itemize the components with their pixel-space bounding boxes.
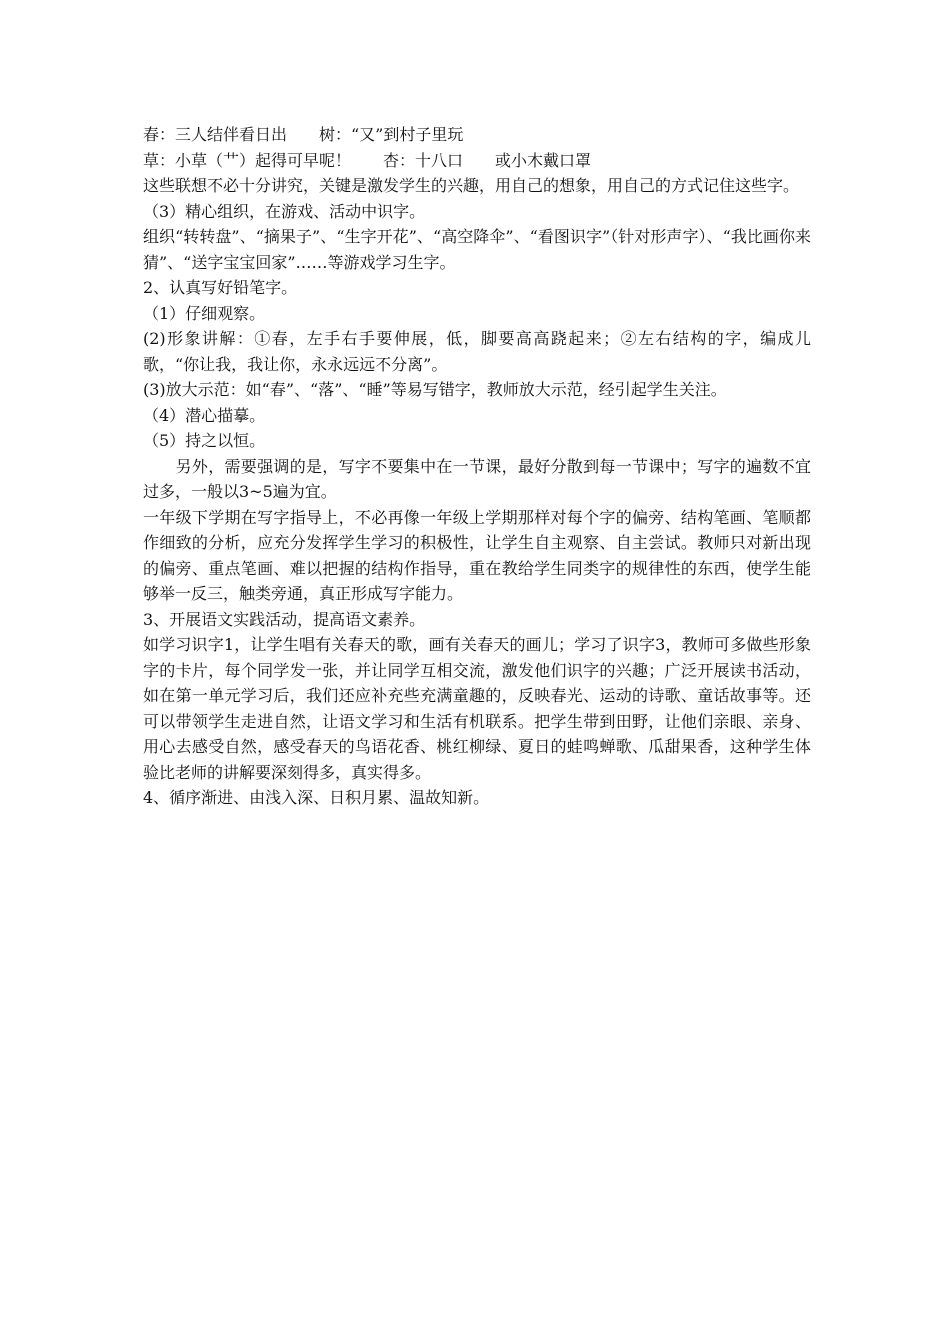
- paragraph-writing-note: 另外，需要强调的是，写字不要集中在一节课，最好分散到每一节课中；写字的遍数不宜过多，一般以3~5遍为宜。: [143, 456, 811, 501]
- paragraph-games-list: 组织“转转盘”、“摘果子”、“生字开花”、“高空降伞”、“看图识字”（针对形声字）、“我比画你来猜”、“送字宝宝回家”……等游戏学习生字。: [143, 227, 811, 272]
- heading-section-4: 4、循序渐进、由浅入深、日积月累、温故知新。: [143, 788, 490, 807]
- paragraph-item-3-demonstrate: (3)放大示范：如“春”、“落”、“睡”等易写错字，教师放大示范，经引起学生关注。: [143, 380, 727, 399]
- paragraph-association-note: 这些联想不必十分讲究，关键是激发学生的兴趣，用自己的想象，用自己的方式记住这些字。: [143, 176, 800, 195]
- paragraph-second-semester-guidance: 一年级下学期在写字指导上，不必再像一年级上学期那样对每个字的偏旁、结构笔画、笔顺都作细致的分析，应充分发挥学生学习的积极性，让学生自主观察、自主尝试。教师只对新出现的偏旁、重点笔画、难以把握的结构作指导，重在教给学生同类字的规律性的东西，使学生能够举一反三，触类旁通，真正形成写字能力。: [143, 507, 811, 603]
- heading-section-2: 2、认真写好铅笔字。: [143, 278, 298, 297]
- paragraph-item-2-explain: (2)形象讲解：①春，左手右手要伸展，低，脚要高高跷起来；②左右结构的字，编成儿歌，“你让我，我让你，永永远远不分离”。: [143, 329, 811, 374]
- paragraph-item-5-persist: （5）持之以恒。: [143, 431, 266, 450]
- mnemonic-line-2: 草：小草（艹）起得可早呢！ 杏：十八口 或小木戴口罩: [143, 150, 592, 170]
- document-body: [143, 122, 811, 811]
- paragraph-item-3-organize: （3）精心组织，在游戏、活动中识字。: [143, 201, 426, 221]
- paragraph-item-1-observe: （1）仔细观察。: [143, 303, 266, 323]
- paragraph-item-4-trace: （4）潜心描摹。: [143, 405, 266, 425]
- paragraph-practice-activities: 如学习识字1，让学生唱有关春天的歌，画有关春天的画儿；学习了识字3，教师可多做些形象字的卡片，每个同学发一张，并让同学互相交流，激发他们识字的兴趣；广泛开展读书活动，如在第一单元学习后，我们还应补充些充满童趣的，反映春光、运动的诗歌、童话故事等。还可以带领学生走进自然，让语文学习和生活有机联系。把学生带到田野，让他们亲眼、亲身、用心去感受自然，感受春天的鸟语花香、桃红柳绿、夏日的蛙鸣蝉歌、瓜甜果香，这种学生体验比老师的讲解要深刻得多，真实得多。: [143, 635, 811, 782]
- heading-section-3: 3、开展语文实践活动，提高语文素养。: [143, 609, 426, 629]
- mnemonic-line-1: 春：三人结伴看日出 树：“又”到村子里玩: [143, 125, 464, 144]
